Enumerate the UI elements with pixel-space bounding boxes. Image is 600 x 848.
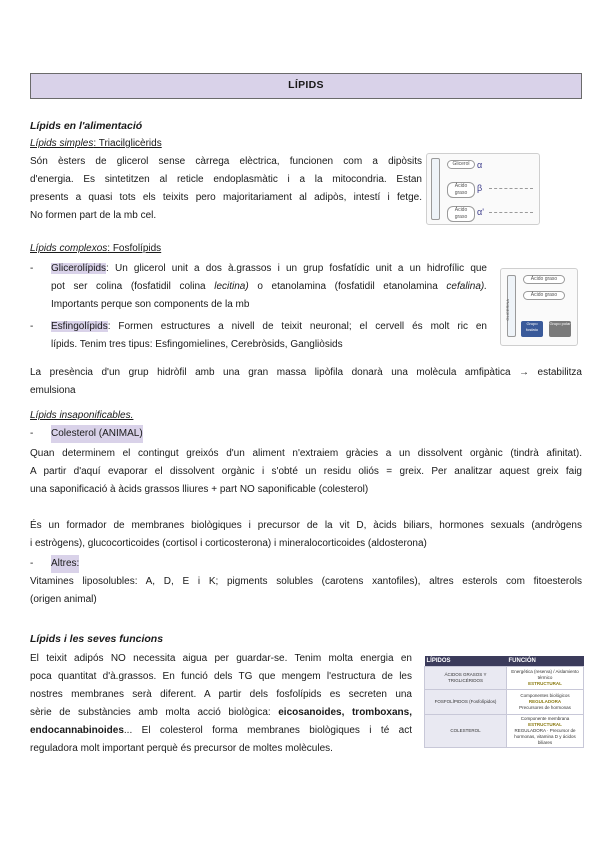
simples-line: presents a quasi tots els teixits pero majoritariament al adipòs, intestí i fetge. [30,192,422,203]
glycerol-backbone [431,158,440,220]
colesterol-line: i estrògens), glucocorticoides (cortisol i corticosterona) i mineralocorticoides (aldosterona) [30,538,427,549]
glicerolipids-line [51,260,487,278]
subheading-complexos [30,240,161,258]
bullet-dash: - [30,263,34,274]
glicerolipids-text: pot ser colina (fosfatidil colina [51,281,215,292]
phosphate-group-box: Grupo fosfato [521,321,543,337]
subheading-simples [30,135,162,153]
function-head: ESTRUCTURAL [528,681,562,686]
glicerolipids-text: : Un glicerol unit a dos à.grassos i un grup fosfatídic unit a un hidrofílic que [106,263,487,274]
esfingolipids-line: lípids. Tenim tres tipus: Esfingomielines, Cerebròsids, Gangliòsids [51,339,343,350]
glycerin-label: GLICERINA [505,299,510,321]
table-cell-lipid: COLESTEROL [425,715,507,748]
table-header: FUNCIÓN [507,656,584,667]
funcions-text: ... El colesterol forma membranes biològiques i té act [123,725,412,736]
bullet-dash: - [30,558,34,569]
amphipathic-line: emulsiona [30,385,76,396]
greek-label: β [477,183,483,193]
altres-line: Vitamines liposolubles: A, D, E i K; pigments solubles (carotens xantofiles), altres esterols com fitoesterols [30,576,582,587]
chain-line [489,188,533,189]
esfingolipids-term: Esfingolípids [51,321,108,332]
figure1-pill: Ácido graso [447,206,475,222]
chain-line [489,212,533,213]
simples-paragraph [30,153,422,225]
simples-line: No formen part de la mb cel. [30,210,157,221]
simples-line: Són èsters de glicerol sense càrrega elèctrica, funcionen com a dipòsits [30,156,422,167]
figure2-pill: Ácido graso [523,275,565,284]
esfingolipids-text: : Formen estructures a nivell de teixit neuronal; el cervell és molt ric en [107,321,487,332]
polar-group-box: Grupo polar [549,321,571,337]
table-header: LÍPIDOS [425,656,507,667]
table-cell-function [507,715,584,748]
table-cell-function [507,667,584,690]
funcions-line: El teixit adipós NO necessita aigua per guardar-se. Tenim molta energia en [30,653,412,664]
function-text: Precursores de hormonas [519,705,571,710]
colesterol-paragraph-1 [30,445,582,499]
table-row [425,667,584,690]
figure1-pill: Ácido graso [447,182,475,198]
colesterol-label: Colesterol (ANIMAL) [51,425,143,443]
simples-line: d'energia. Es sintetitzen al reticle endoplasmàtic i a la mitocondria. Estan [30,174,422,185]
funcions-line [30,722,412,740]
esfingolipids-item [51,318,487,354]
funcions-line: poca quantitat d'à.grassos. En funció dels TG que mengem l'estructura de les [30,671,412,682]
greek-label: α' [477,207,484,217]
glicerolipids-line [51,278,487,296]
amphipathic-line: La presència d'un grup hidròfil amb una gran massa lipòfila donarà una molècula amfipàtica → estabilitza [30,367,582,378]
table-cell-function [507,690,584,715]
figure1-pill: Glicerol [447,160,475,169]
funcions-paragraph [30,650,412,758]
function-head: ESTRUCTURAL [528,722,562,727]
funcions-line: reguladora molt important perquè és precursor de moltes molècules. [30,743,333,754]
glicerolipids-line: Importants perque son components de la mb [51,299,250,310]
figure2-pill: Ácido graso [523,291,565,300]
function-text: Energética (reserva) / Aislamiento térmico [511,669,579,680]
funcions-bold: eicosanoides, tromboxans, [278,707,412,718]
colesterol-line: És un formador de membranes biològiques i precursor de la vit D, àcids biliars, hormones sexuals (andrògens [30,520,582,531]
colesterol-paragraph-2 [30,517,582,553]
greek-label: α [477,160,483,170]
phospholipid-figure [500,268,578,346]
lipid-function-table [424,656,584,748]
glicerolipids-item [51,260,487,314]
function-text: REGULADORA · Precursor de hormonas, vitamina D y ácidos biliares [514,728,576,745]
glicerolipids-text: o etanolamina (fosfatidil etanolamina [248,281,447,292]
bullet-dash: - [30,321,34,332]
subheading-simples-rest: : Triacilglicèrids [93,138,162,149]
table-row [425,715,584,748]
section-heading-alimentacio: Lípids en l'alimentació [30,120,143,132]
amphipathic-paragraph [30,364,582,400]
table-cell-lipid: FOSFOLÍPIDOS (Fosfolípidos) [425,690,507,715]
altres-paragraph [30,573,582,609]
funcions-line [30,704,412,722]
glicerolipids-italic: cefalina). [446,281,487,292]
subheading-complexos-label: Lípids complexos [30,243,108,254]
function-text: Componente membrana [520,716,570,721]
page-title: LÍPIDS [30,73,582,99]
colesterol-line: una saponificació à àcids grassos lliures + part NO saponificable (colesterol) [30,484,369,495]
table-cell-lipid: ÁCIDOS GRASOS Y TRIGLICÉRIDOS [425,667,507,690]
table-row [425,690,584,715]
subheading-simples-label: Lípids simples [30,138,94,149]
function-head: REGULADORA [528,699,562,704]
bullet-dash: - [30,428,34,439]
triglyceride-figure [426,153,540,225]
funcions-text: sèrie de substàncies amb molta acció biològica: [30,707,279,718]
subheading-insaponificables: Lípids insaponificables. [30,410,134,421]
esfingolipids-line [51,318,487,336]
funcions-line: nostres membranes serà diferent. A partir dels fosfolípids es secreten una [30,689,412,700]
colesterol-line: A partir d'aquí evaporar el dissolvent orgànic i s'obté un residu oliós = greix. Per analitzar aquest greix faig [30,466,582,477]
colesterol-line: Quan determinem el contingut greixós d'un aliment n'extraiem gràcies a un dissolvent orgànic (tindrà afinitat). [30,448,582,459]
subheading-complexos-rest: : Fosfolípids [107,243,162,254]
glicerolipids-term: Glicerolípids [51,263,107,274]
funcions-bold: endocannabinoides [30,725,124,736]
section-heading-funcions: Lípids i les seves funcions [30,633,164,645]
glicerolipids-italic: lecitina) [214,281,249,292]
altres-label: Altres: [51,555,79,573]
function-text: Componentes biológicos [520,693,570,698]
altres-line: (origen animal) [30,594,97,605]
